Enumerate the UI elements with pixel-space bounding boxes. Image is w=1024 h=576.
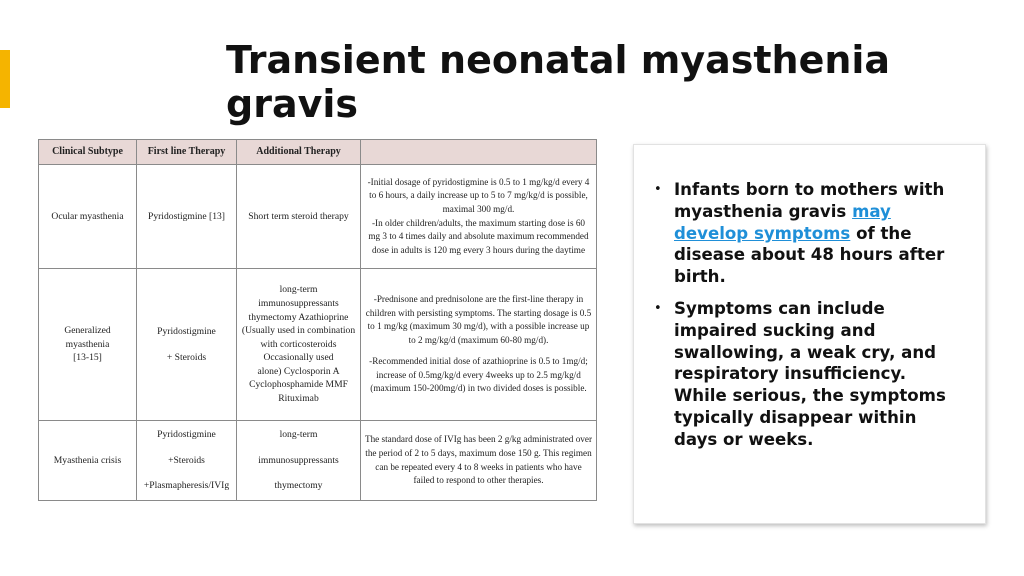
- cell-notes: [361, 269, 597, 421]
- table-row: [39, 421, 597, 501]
- cell-line: Generalized myasthenia: [64, 325, 111, 350]
- bullet-text: Symptoms can include impaired sucking and swallowing, a weak cry, and respiratory insufficiency. While serious, the symptoms typically disappear within days or weeks.: [674, 298, 946, 449]
- bullet-dot-icon: •: [654, 182, 662, 197]
- slide-title: Transient neonatal myasthenia gravis: [226, 38, 891, 126]
- cell-subtype: [39, 421, 137, 501]
- cell-line: maximal 300 mg/d.: [442, 203, 515, 214]
- bullet-text: Infants born to mothers with myasthenia gravis: [674, 180, 945, 221]
- cell-line: the period of 2 to 5 days, maximum dose 150 g. This regimen: [365, 447, 592, 458]
- cell-line: + Steroids: [166, 351, 207, 363]
- table-header-row: [39, 140, 597, 165]
- cell-line: thymectomy: [274, 480, 323, 492]
- accent-bar: [0, 50, 10, 108]
- bullet-item: [654, 298, 964, 451]
- cell-line: long-term: [279, 429, 318, 441]
- may-develop-symptoms-link[interactable]: may develop symptoms: [674, 201, 891, 243]
- table-row: [39, 165, 597, 269]
- cell-notes: [361, 165, 597, 269]
- cell-line: Myasthenia crisis: [53, 454, 122, 466]
- cell-line: The standard dose of IVIg has been 2 g/kg administrated over: [364, 434, 593, 445]
- header-clinical-subtype: Clinical Subtype: [39, 140, 137, 165]
- bullet-dot-icon: •: [654, 300, 662, 316]
- header-additional-therapy: Additional Therapy: [237, 140, 361, 165]
- cell-line: can be repeated every 4 to 8 weeks in patients who have: [375, 461, 582, 472]
- cell-line: (maximum 150-200mg/d) in two divided doses is possible.: [370, 383, 587, 394]
- info-card: [633, 144, 986, 524]
- cell-additional: [237, 165, 361, 269]
- cell-line: (Usually used in combination: [241, 325, 356, 337]
- cell-line: children with persisting symptoms. The starting dosage is 0.5: [365, 307, 592, 318]
- bullet-list: [654, 179, 964, 461]
- cell-line: with corticosteroids: [260, 338, 337, 350]
- cell-line: +Steroids: [168, 454, 205, 466]
- cell-line: Ocular myasthenia: [51, 210, 124, 222]
- header-first-line-therapy: First line Therapy: [137, 140, 237, 165]
- header-notes: [361, 140, 597, 165]
- cell-line: -In older children/adults, the maximum starting dose is 60: [371, 217, 586, 228]
- cell-subtype: [39, 165, 137, 269]
- cell-line: long-term: [279, 284, 318, 296]
- therapy-table-image: [38, 139, 596, 500]
- table-row: [39, 269, 597, 421]
- cell-line: Pyridostigmine: [157, 326, 216, 338]
- cell-notes: [361, 421, 597, 501]
- cell-subtype: [39, 269, 137, 421]
- cell-line: Short term steroid therapy: [248, 210, 349, 222]
- cell-line: to 2 mg/kg/d (maximum 60-80 mg/d).: [408, 334, 549, 345]
- cell-line: increase of 0.5mg/kg/d every 4weeks up to 2.5 mg/kg/d: [376, 369, 581, 380]
- cell-line: to 1 mg/kg (maximum 30 mg/d), with a possible increase up: [367, 321, 590, 332]
- cell-line: dose in adults is 120 mg every 3 hours during the daytime: [371, 244, 586, 255]
- cell-line: [13-15]: [73, 352, 102, 364]
- cell-line: Occasionally used: [263, 352, 334, 364]
- cell-first-line: [137, 269, 237, 421]
- bullet-item: [654, 179, 964, 288]
- cell-first-line: [137, 421, 237, 501]
- cell-line: -Prednisone and prednisolone are the first-line therapy in: [373, 293, 584, 304]
- cell-line: Cyclophosphamide MMF: [249, 379, 348, 391]
- cell-line: immunosuppressants: [258, 297, 339, 309]
- therapy-table: [38, 139, 597, 501]
- cell-line: -Recommended initial dose of azathioprine is 0.5 to 1mg/d;: [369, 356, 588, 367]
- cell-additional: [237, 269, 361, 421]
- cell-line: alone) Cyclosporin A: [257, 365, 340, 377]
- cell-line: thymectomy Azathioprine: [248, 311, 349, 323]
- cell-line: immunosuppressants: [258, 454, 339, 466]
- cell-line: failed to respond to other therapies.: [413, 475, 544, 486]
- cell-line: Pyridostigmine [13]: [147, 210, 225, 222]
- cell-line: to 6 hours, a daily increase up to 5 to 7 mg/kg/d is possible,: [369, 190, 588, 201]
- cell-line: +Plasmapheresis/IVIg: [143, 480, 230, 492]
- bullet-text: of the disease about 48 hours after birth.: [674, 223, 945, 287]
- cell-line: Rituximab: [278, 393, 319, 405]
- cell-line: -Initial dosage of pyridostigmine is 0.5 to 1 mg/kg/d every 4: [367, 176, 590, 187]
- cell-line: mg 3 to 4 times daily and absolute maximum recommended: [368, 231, 589, 242]
- cell-additional: [237, 421, 361, 501]
- cell-first-line: [137, 165, 237, 269]
- cell-line: Pyridostigmine: [157, 429, 216, 441]
